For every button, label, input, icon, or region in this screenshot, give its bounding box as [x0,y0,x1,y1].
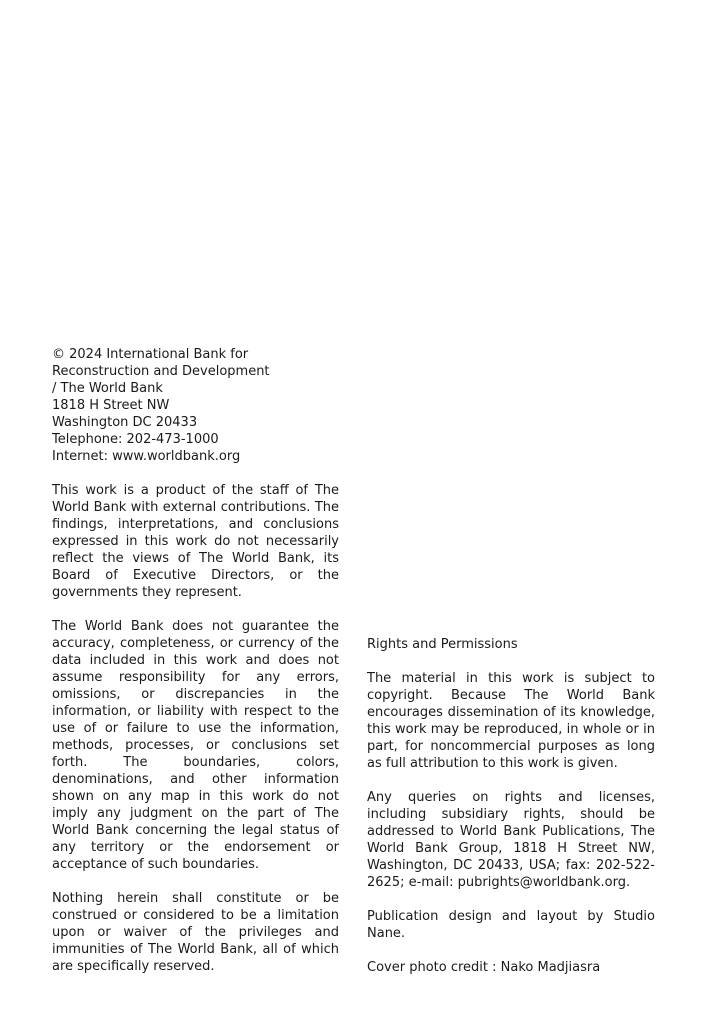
design-credit: Publication design and layout by Studio Nane. [367,909,655,941]
rights-heading: Rights and Permissions [367,637,518,652]
address-block [52,346,339,465]
internet-url: Internet: www.worldbank.org [52,449,241,464]
street-address: 1818 H Street NW [52,398,170,413]
left-column [52,346,339,992]
rights-paragraph-2: Any queries on rights and licenses, including subsidiary rights, should be addressed to World Bank Publications, The World Bank Group, 1818 H Street NW, Washington, DC 20433, USA; fax: 202-522-2625; e-mail: pubrights@worldbank.org. [367,790,655,890]
rights-paragraph-1: The material in this work is subject to copyright. Because The World Bank encourages dissemination of its knowledge, this work may be reproduced, in whole or in part, for noncommercial purposes as long as full attribution to this work is given. [367,671,655,771]
copyright-line: © 2024 International Bank for [52,347,249,362]
disclaimer-paragraph-1: This work is a product of the staff of The World Bank with external contributions. The findings, interpretations, and conclusions expressed in this work do not necessarily reflect the views of The World Bank, its Board of Executive Directors, or the governments they represent. [52,483,339,600]
city-address: Washington DC 20433 [52,415,198,430]
disclaimer-paragraph-3: Nothing herein shall constitute or be construed or considered to be a limitation upon or waiver of the privileges and immunities of The World Bank, all of which are specifically reserved. [52,891,339,974]
org-name-line-2: / The World Bank [52,381,163,396]
right-column [367,636,655,993]
photo-credit: Cover photo credit : Nako Madjiasra [367,960,601,975]
org-name-line: Reconstruction and Development [52,364,270,379]
disclaimer-paragraph-2: The World Bank does not guarantee the accuracy, completeness, or currency of the data included in this work and does not assume responsibility for any errors, omissions, or discrepancies in the information, or liability with respect to the use of or failure to use the information, methods, processes, or conclusions set forth. The boundaries, colors, denominations, and other information shown on any map in this work do not imply any judgment on the part of The World Bank concerning the legal status of any territory or the endorsement or acceptance of such boundaries. [52,619,339,872]
telephone: Telephone: 202-473-1000 [52,432,219,447]
